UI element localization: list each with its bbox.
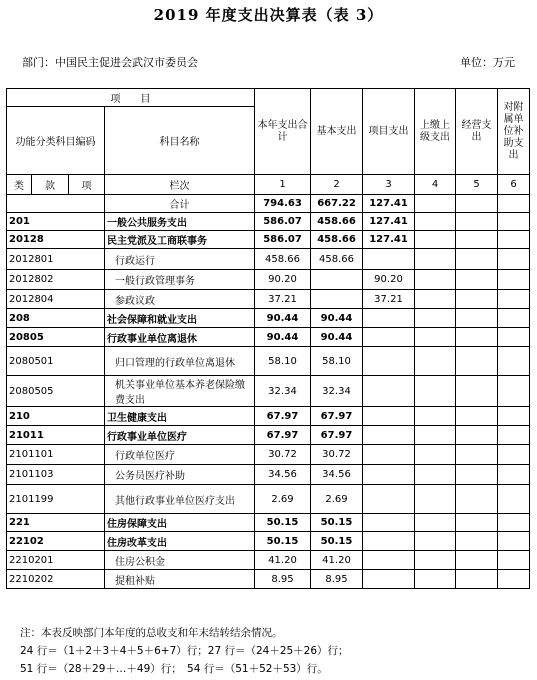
operating-expenditure-cell (456, 485, 498, 514)
remit-superior-cell (415, 514, 456, 532)
subsidiary-subsidy-cell (498, 465, 530, 485)
subsidiary-subsidy-cell (498, 514, 530, 532)
table-row (7, 270, 530, 290)
header-lei: 类 (7, 175, 32, 195)
col-number: 3 (363, 175, 415, 195)
operating-expenditure-cell (456, 231, 498, 249)
project-expenditure-cell: 37.21 (363, 290, 415, 309)
basic-expenditure-cell: 30.72 (311, 445, 363, 465)
subject-name: 卫生健康支出 (105, 407, 255, 426)
subject-name: 行政事业单位医疗 (105, 426, 255, 445)
operating-expenditure-cell (456, 213, 498, 231)
project-expenditure-cell (363, 532, 415, 551)
total-expenditure-cell: 90.20 (255, 270, 311, 290)
table-row (7, 465, 530, 485)
total-expenditure-cell: 67.97 (255, 426, 311, 445)
basic-expenditure-cell: 458.66 (311, 213, 363, 231)
total-expenditure-cell: 90.44 (255, 328, 311, 347)
project-expenditure-cell (363, 514, 415, 532)
total-expenditure-cell: 90.44 (255, 309, 311, 328)
header-total-expenditure: 本年支出合计 (255, 89, 311, 175)
subject-name: 社会保障和就业支出 (105, 309, 255, 328)
subject-code: 210 (7, 407, 105, 426)
subject-code: 221 (7, 514, 105, 532)
operating-expenditure-cell (456, 426, 498, 445)
total-expenditure-cell: 458.66 (255, 249, 311, 270)
expenditure-table (6, 88, 530, 589)
basic-expenditure-cell: 90.44 (311, 309, 363, 328)
subsidiary-subsidy-cell (498, 249, 530, 270)
table-row (7, 231, 530, 249)
project-expenditure-cell (363, 407, 415, 426)
total-expenditure-cell: 50.15 (255, 514, 311, 532)
subsidiary-subsidy-cell (498, 532, 530, 551)
subject-name: 行政事业单位离退休 (105, 328, 255, 347)
subject-code: 2210202 (7, 570, 105, 589)
basic-expenditure-cell: 458.66 (311, 249, 363, 270)
table-row (7, 347, 530, 376)
subsidiary-subsidy-cell (498, 231, 530, 249)
header-subject-name: 科目名称 (105, 107, 255, 175)
note-line-2: 24 行＝（1＋2＋3＋4＋5＋6+7）行；27 行＝（24＋25＋26）行； (20, 645, 349, 657)
table-row (7, 426, 530, 445)
subject-name: 民主党派及工商联事务 (105, 231, 255, 249)
remit-superior-cell (415, 328, 456, 347)
total-expenditure-cell: 32.34 (255, 376, 311, 407)
subject-code: 208 (7, 309, 105, 328)
subsidiary-subsidy-cell (498, 426, 530, 445)
note-line-3: 51 行＝（28＋29＋…＋49）行； 54 行＝（51＋52＋53）行。 (20, 663, 328, 675)
total-expenditure-cell: 37.21 (255, 290, 311, 309)
table-row (7, 551, 530, 570)
subject-name: 住房改革支出 (105, 532, 255, 551)
operating-expenditure-cell (456, 465, 498, 485)
header-lanci: 栏次 (105, 175, 255, 195)
remit-superior-cell (415, 532, 456, 551)
remit-superior-cell (415, 407, 456, 426)
header-remit-superior: 上缴上级支出 (415, 89, 456, 175)
subsidiary-subsidy-cell (498, 290, 530, 309)
header-kuan: 款 (32, 175, 69, 195)
subsidiary-subsidy-cell (498, 376, 530, 407)
total-expenditure-cell: 41.20 (255, 551, 311, 570)
subsidiary-subsidy-cell (498, 347, 530, 376)
project-expenditure-cell (363, 249, 415, 270)
remit-superior-cell (415, 485, 456, 514)
table-row (7, 249, 530, 270)
page-title: 2019 年度支出决算表（表 3） (153, 6, 384, 24)
operating-expenditure-cell (456, 347, 498, 376)
remit-superior-cell (415, 570, 456, 589)
header-project: 项 目 (7, 89, 255, 107)
remit-superior-cell (415, 270, 456, 290)
total-expenditure-cell: 8.95 (255, 570, 311, 589)
project-expenditure-cell: 127.41 (363, 231, 415, 249)
subject-name: 参政议政 (105, 290, 255, 309)
operating-expenditure-cell (456, 270, 498, 290)
subsidiary-subsidy-cell (498, 445, 530, 465)
unit-label: 单位：万元 (460, 56, 515, 69)
subject-code: 201 (7, 213, 105, 231)
subject-name: 住房公积金 (105, 551, 255, 570)
subsidiary-subsidy-cell (498, 270, 530, 290)
total-expenditure-cell: 50.15 (255, 532, 311, 551)
subject-code: 2101101 (7, 445, 105, 465)
operating-expenditure-cell (456, 376, 498, 407)
project-expenditure-cell (363, 570, 415, 589)
subject-code: 20128 (7, 231, 105, 249)
subject-code: 2012802 (7, 270, 105, 290)
col-number: 6 (498, 175, 530, 195)
subject-name: 其他行政事业单位医疗支出 (105, 485, 255, 514)
col-number: 4 (415, 175, 456, 195)
header-basic-expenditure: 基本支出 (311, 89, 363, 175)
total-expenditure-cell: 58.10 (255, 347, 311, 376)
table-row (7, 514, 530, 532)
remit-superior-cell (415, 309, 456, 328)
subject-code: 21011 (7, 426, 105, 445)
subsidiary-subsidy-cell (498, 407, 530, 426)
header-func-code: 功能分类科目编码 (7, 107, 105, 175)
remit-superior-cell (415, 290, 456, 309)
operating-expenditure-cell (456, 514, 498, 532)
table-row (7, 570, 530, 589)
subject-name: 提租补贴 (105, 570, 255, 589)
remit-superior-cell (415, 445, 456, 465)
subsidiary-subsidy-cell (498, 551, 530, 570)
header-xiang: 项 (69, 175, 105, 195)
remit-superior-cell (415, 231, 456, 249)
total-label: 合计 (105, 195, 255, 213)
subsidiary-subsidy-cell (498, 309, 530, 328)
subject-name: 机关事业单位基本养老保险缴费支出 (105, 376, 255, 407)
total-c1: 794.63 (255, 195, 311, 213)
total-expenditure-cell: 34.56 (255, 465, 311, 485)
subject-name: 行政运行 (105, 249, 255, 270)
basic-expenditure-cell: 67.97 (311, 407, 363, 426)
project-expenditure-cell (363, 309, 415, 328)
subject-code: 2080505 (7, 376, 105, 407)
col-number: 1 (255, 175, 311, 195)
total-expenditure-cell: 586.07 (255, 213, 311, 231)
basic-expenditure-cell: 32.34 (311, 376, 363, 407)
subsidiary-subsidy-cell (498, 328, 530, 347)
basic-expenditure-cell: 58.10 (311, 347, 363, 376)
note-line-1: 注：本表反映部门本年度的总收支和年末结转结余情况。 (20, 627, 283, 639)
project-expenditure-cell (363, 445, 415, 465)
remit-superior-cell (415, 249, 456, 270)
subject-code: 2012804 (7, 290, 105, 309)
basic-expenditure-cell (311, 270, 363, 290)
table-row (7, 213, 530, 231)
operating-expenditure-cell (456, 309, 498, 328)
basic-expenditure-cell: 41.20 (311, 551, 363, 570)
subject-name: 公务员医疗补助 (105, 465, 255, 485)
subsidiary-subsidy-cell (498, 485, 530, 514)
remit-superior-cell (415, 376, 456, 407)
total-c3: 127.41 (363, 195, 415, 213)
header-operating-expenditure: 经营支出 (456, 89, 498, 175)
basic-expenditure-cell: 34.56 (311, 465, 363, 485)
department-label: 部门：中国民主促进会武汉市委员会 (22, 56, 198, 69)
basic-expenditure-cell (311, 290, 363, 309)
total-expenditure-cell: 30.72 (255, 445, 311, 465)
project-expenditure-cell: 127.41 (363, 213, 415, 231)
subject-name: 一般公共服务支出 (105, 213, 255, 231)
operating-expenditure-cell (456, 249, 498, 270)
subject-code: 2012801 (7, 249, 105, 270)
subsidiary-subsidy-cell (498, 213, 530, 231)
table-row (7, 407, 530, 426)
project-expenditure-cell (363, 551, 415, 570)
subject-code: 22102 (7, 532, 105, 551)
table-row (7, 532, 530, 551)
basic-expenditure-cell: 90.44 (311, 328, 363, 347)
subject-code: 2080501 (7, 347, 105, 376)
project-expenditure-cell (363, 485, 415, 514)
operating-expenditure-cell (456, 407, 498, 426)
header-project-expenditure: 项目支出 (363, 89, 415, 175)
table-row (7, 485, 530, 514)
operating-expenditure-cell (456, 551, 498, 570)
table-row (7, 290, 530, 309)
total-expenditure-cell: 586.07 (255, 231, 311, 249)
basic-expenditure-cell: 2.69 (311, 485, 363, 514)
table-row (7, 328, 530, 347)
project-expenditure-cell (363, 426, 415, 445)
project-expenditure-cell (363, 328, 415, 347)
project-expenditure-cell (363, 376, 415, 407)
project-expenditure-cell (363, 465, 415, 485)
total-expenditure-cell: 67.97 (255, 407, 311, 426)
remit-superior-cell (415, 426, 456, 445)
subject-name: 行政单位医疗 (105, 445, 255, 465)
subject-code: 20805 (7, 328, 105, 347)
operating-expenditure-cell (456, 570, 498, 589)
basic-expenditure-cell: 8.95 (311, 570, 363, 589)
remit-superior-cell (415, 551, 456, 570)
operating-expenditure-cell (456, 290, 498, 309)
project-expenditure-cell: 90.20 (363, 270, 415, 290)
basic-expenditure-cell: 50.15 (311, 532, 363, 551)
table-row (7, 309, 530, 328)
subject-code: 2210201 (7, 551, 105, 570)
basic-expenditure-cell: 50.15 (311, 514, 363, 532)
subsidiary-subsidy-cell (498, 570, 530, 589)
operating-expenditure-cell (456, 532, 498, 551)
subject-name: 归口管理的行政单位离退休 (105, 347, 255, 376)
subject-code: 2101199 (7, 485, 105, 514)
operating-expenditure-cell (456, 445, 498, 465)
subject-code: 2101103 (7, 465, 105, 485)
remit-superior-cell (415, 213, 456, 231)
table-row (7, 376, 530, 407)
basic-expenditure-cell: 458.66 (311, 231, 363, 249)
col-number: 2 (311, 175, 363, 195)
remit-superior-cell (415, 465, 456, 485)
total-expenditure-cell: 2.69 (255, 485, 311, 514)
total-c2: 667.22 (311, 195, 363, 213)
subject-name: 一般行政管理事务 (105, 270, 255, 290)
operating-expenditure-cell (456, 328, 498, 347)
col-number: 5 (456, 175, 498, 195)
total-row (7, 195, 530, 213)
remit-superior-cell (415, 347, 456, 376)
table-row (7, 445, 530, 465)
project-expenditure-cell (363, 347, 415, 376)
header-subsidiary-subsidy: 对附属单位补助支出 (498, 89, 530, 175)
basic-expenditure-cell: 67.97 (311, 426, 363, 445)
subject-name: 住房保障支出 (105, 514, 255, 532)
